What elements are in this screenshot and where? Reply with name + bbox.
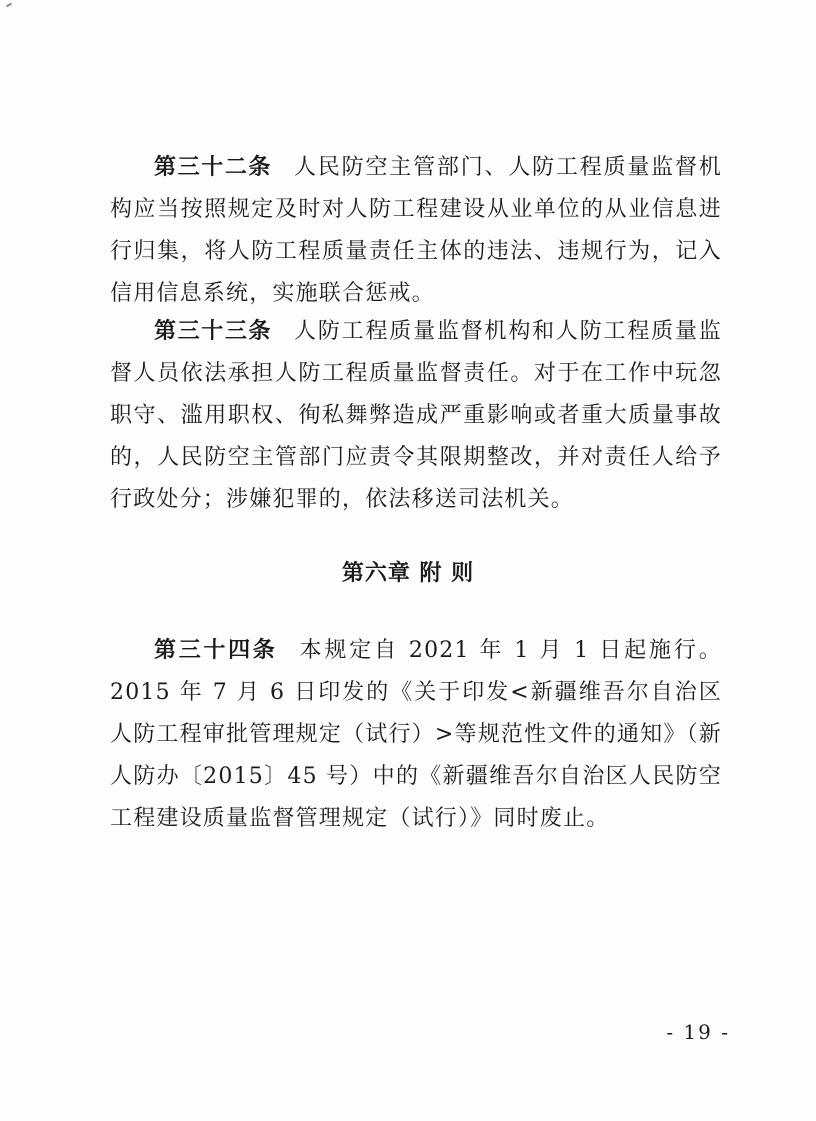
scan-mark [6,3,12,8]
article-33-text: 人防工程质量监督机构和人防工程质量监督人员依法承担人防工程质量监督责任。对于在工作中玩忽职守、滥用职权、徇私舞弊造成严重影响或者重大质量事故的，人民防空主管部门应责令其限期整改，并对责任人给予行政处分；涉嫌犯罪的，依法移送司法机关。 [110,319,722,512]
article-32 [110,147,722,315]
page-number: - 19 - [666,1020,730,1044]
article-34-text: 本规定自 2021 年 1 月 1 日起施行。2015 年 7 月 6 日印发的《关于印发<新疆维吾尔自治区人防工程审批管理规定（试行）>等规范性文件的通知》（新人防办〔2015〕45 号）中的《新疆维吾尔自治区人民防空工程建设质量监督管理规定（试行）》同时废止。 [110,638,722,831]
article-32-label: 第三十二条 [154,155,273,180]
article-33-label: 第三十三条 [154,319,273,344]
chapter-title: 第六章 附 则 [341,561,475,586]
article-32-text: 人民防空主管部门、人防工程质量监督机构应当按照规定及时对人防工程建设从业单位的从业信息进行归集，将人防工程质量责任主体的违法、违规行为，记入信用信息系统，实施联合惩戒。 [110,155,722,306]
article-33 [110,311,722,521]
article-34 [110,630,722,840]
article-34-label: 第三十四条 [154,638,278,663]
